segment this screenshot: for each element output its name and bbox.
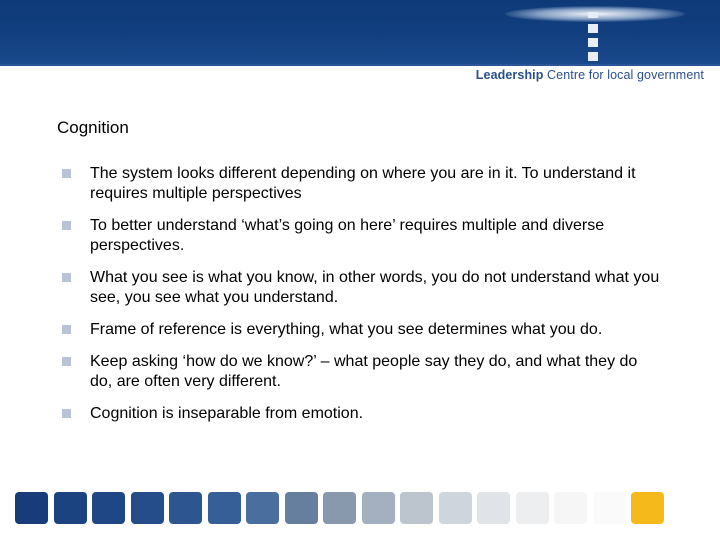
footer-tile (208, 492, 241, 524)
bullet-marker-icon (62, 273, 71, 282)
brand-name-part2: Centre for local government (543, 68, 704, 82)
footer-tile (246, 492, 279, 524)
footer-tile-bar (15, 492, 705, 524)
bullet-text: To better understand ‘what’s going on here’ requires multiple and diverse perspectives. (90, 217, 605, 254)
footer-tile (131, 492, 164, 524)
bullet-marker-icon (62, 221, 71, 230)
brand-name (476, 68, 704, 82)
footer-tile (554, 492, 587, 524)
bullet-item (62, 216, 662, 256)
footer-tile (477, 492, 510, 524)
brand-divider (0, 64, 720, 66)
bullet-item (62, 352, 662, 392)
bullet-text: Cognition is inseparable from emotion. (90, 405, 364, 422)
bullet-text: Keep asking ‘how do we know?’ – what people say they do, and what they do do, are often very different. (90, 353, 638, 390)
header-banner (0, 0, 720, 64)
bullet-text: What you see is what you know, in other words, you do not understand what you see, you see what you understand. (90, 269, 660, 306)
bullet-marker-icon (62, 409, 71, 418)
bullet-item (62, 268, 662, 308)
brand-row (0, 64, 720, 88)
footer-tile (516, 492, 549, 524)
footer-tile (362, 492, 395, 524)
footer-tile (169, 492, 202, 524)
bullet-marker-icon (62, 169, 71, 178)
footer-tile (593, 492, 626, 524)
bullet-list (62, 164, 662, 436)
bullet-item (62, 164, 662, 204)
bullet-text: The system looks different depending on where you are in it. To understand it requires multiple perspectives (90, 165, 636, 202)
footer-tile (323, 492, 356, 524)
footer-accent-tile (631, 492, 664, 524)
footer-tile (400, 492, 433, 524)
footer-tile (54, 492, 87, 524)
slide-title: Cognition (57, 118, 129, 137)
bullet-text: Frame of reference is everything, what you see determines what you do. (90, 321, 603, 338)
bullet-item (62, 404, 662, 424)
bullet-marker-icon (62, 357, 71, 366)
footer-tile (285, 492, 318, 524)
bullet-item (62, 320, 662, 340)
footer-tile (15, 492, 48, 524)
footer-tile (92, 492, 125, 524)
bullet-marker-icon (62, 325, 71, 334)
footer-tile (439, 492, 472, 524)
brand-name-part1: Leadership (475, 68, 544, 82)
lighthouse-logo-icon (586, 12, 600, 64)
